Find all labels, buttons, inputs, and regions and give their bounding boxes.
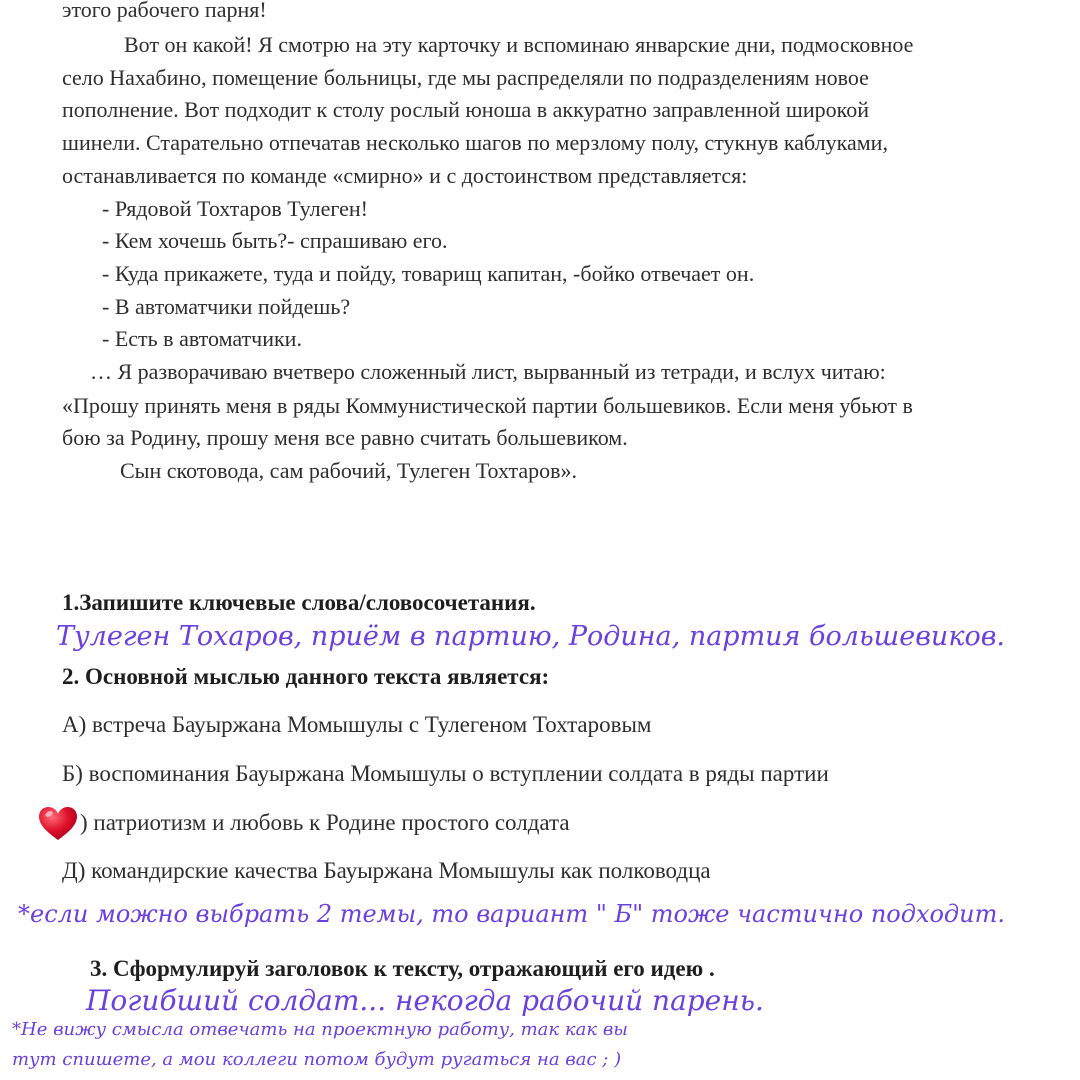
option-d: Д) командирские качества Бауыржана Момышулы как полководца	[62, 858, 711, 883]
story-line: - В автоматчики пойдешь?	[102, 294, 351, 319]
story-line: Сын скотовода, сам рабочий, Тулеген Тохтаров».	[120, 458, 577, 483]
story-line: Вот он какой! Я смотрю на эту карточку и вспоминаю январские дни, подмосковное	[124, 32, 914, 57]
story-line: останавливается по команде «смирно» и с достоинством представляется:	[62, 163, 748, 188]
story-line: этого рабочего парня!	[62, 0, 267, 22]
question-2: 2. Основной мыслью данного текста является:	[62, 664, 550, 689]
story-line: шинели. Старательно отпечатав несколько шагов по мерзлому полу, стукнув каблуками,	[62, 130, 888, 155]
option-a: А) встреча Бауыржана Момышулы с Тулегеном Тохтаровым	[62, 712, 652, 737]
story-line: «Прошу принять меня в ряды Коммунистической партии большевиков. Если меня убьют в	[62, 393, 913, 418]
story-line: - Кем хочешь быть?- спрашиваю его.	[102, 228, 448, 253]
story-line: бою за Родину, прошу меня все равно считать большевиком.	[62, 425, 628, 450]
question-1: 1.Запишите ключевые слова/словосочетания.	[62, 590, 536, 615]
story-line: - Куда прикажете, туда и пойду, товарищ капитан, -бойко отвечает он.	[102, 261, 755, 286]
heart-icon	[38, 806, 78, 842]
footnote-line-2: тут спишете, а мои коллеги потом будут ругаться на вас ; )	[12, 1049, 622, 1070]
option-b: Б) воспоминания Бауыржана Момышулы о вступлении солдата в ряды партии	[62, 761, 829, 786]
story-line: село Нахабино, помещение больницы, где мы распределяли по подразделениям новое	[62, 65, 869, 90]
footnote-line-1: *Не вижу смысла отвечать на проектную работу, так как вы	[12, 1019, 628, 1040]
story-line: - Есть в автоматчики.	[102, 326, 302, 351]
question-3-answer: Погибший солдат... некогда рабочий парень.	[86, 984, 764, 1017]
story-line: - Рядовой Тохтаров Тулеген!	[102, 196, 368, 221]
question-3: 3. Сформулируй заголовок к тексту, отражающий его идею .	[90, 956, 715, 981]
option-c: ) патриотизм и любовь к Родине простого солдата	[80, 810, 570, 835]
story-line: … Я разворачиваю вчетверо сложенный лист, вырванный из тетради, и вслух читаю:	[90, 359, 886, 384]
story-line: пополнение. Вот подходит к столу рослый юноша в аккуратно заправленной широкой	[62, 97, 869, 122]
question-1-answer: Тулеген Тохаров, приём в партию, Родина, партия большевиков.	[56, 621, 1005, 652]
question-2-note: *если можно выбрать 2 темы, то вариант " Б" тоже частично подходит.	[18, 900, 1005, 928]
